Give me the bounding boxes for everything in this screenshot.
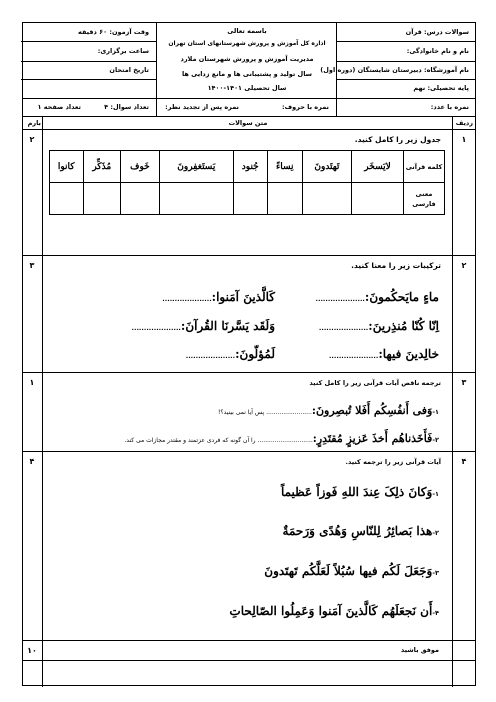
vocab-table: [49, 150, 445, 215]
vocab-answer-cell[interactable]: [120, 183, 159, 215]
q2-item-3: اِنّا کُنّا مُنذِرینَ:....................: [318, 319, 439, 333]
exam-date-field: تاریخ امتحان: [109, 66, 149, 74]
q4-item-3: ۳-وَجَعَلَ لَکُم فیها سُبُلاً لَعَلَّکُم تَهتَدونَ: [264, 564, 439, 578]
q2-item-2: کَالَّذینَ آمَنوا:....................: [162, 290, 275, 304]
vocab-answer-cell[interactable]: [352, 183, 404, 215]
q2-item-5: خالِدینَ فیها:....................: [328, 347, 439, 361]
header-hline: [21, 41, 157, 42]
header-hline: [21, 61, 157, 62]
vocab-word: جُنود: [233, 151, 267, 183]
vocab-answer-cell[interactable]: [233, 183, 267, 215]
header-hline: [337, 61, 475, 62]
q1-number: ۱: [461, 135, 467, 144]
q3-number: ۳: [461, 378, 467, 387]
vocab-answer-cell[interactable]: [50, 183, 84, 215]
subject-label: سوالات درس: قرآن: [405, 28, 469, 36]
org-line-3: سال تولید و پشتیبانی ها و مانع زدایی ها: [181, 70, 313, 78]
vocab-label-persian: معنی فارسی: [404, 183, 445, 215]
footer-line: [23, 660, 475, 661]
total-score: ۱۰: [27, 646, 37, 655]
header-hline: [23, 116, 475, 117]
grade-in-digits: نمره با عدد:: [430, 103, 469, 111]
q3-score: ۱: [29, 378, 35, 387]
vocab-word: تَهتَدونَ: [302, 151, 351, 183]
q2-item-4: وَلَقَد یَسَّرنَا القُرآنَ:....................: [131, 319, 275, 333]
q4-item-1: ۱-وَکانَ ذلِکَ عِندَ اللهِ فَوزاً عَظیماً: [280, 485, 439, 499]
grade-after-review: نمره پس از تجدید نظر:: [165, 103, 239, 111]
q4-item-4: ۴-أَن نَجعَلَهُم کَالَّذینَ آمَنوا وَعَمِلُوا الصّالِحاتِ: [229, 604, 439, 618]
vocab-label-quran: کلمه قرآنی: [404, 151, 445, 183]
q4-title: آیات قرآنی زیر را ترجمه کنید.: [345, 458, 441, 466]
org-line-4: سال تحصیلی ۱۴۰۱-۱۴۰۰: [207, 84, 287, 92]
grade-in-letters: نمره با حروف:: [281, 103, 329, 111]
row-column-border: [452, 116, 453, 687]
exam-sheet: [22, 22, 476, 686]
grade-label: پایه تحصیلی: نهم: [413, 84, 469, 92]
basmala: باسمه تعالی: [227, 27, 267, 35]
q2-item-1: ماءٍ مایَحکُمونَ:....................: [315, 290, 439, 304]
vocab-word: لایَسخَر: [352, 151, 404, 183]
q2-item-6: لَمُؤلّونَ:....................: [185, 347, 275, 361]
school-name: نام آموزشگاه: دبیرستان شایستگان (دوره اول): [320, 66, 469, 74]
vocab-answer-cell[interactable]: [267, 183, 302, 215]
exam-time-field: ساعت برگزاری:: [97, 47, 149, 55]
header-hline: [23, 98, 475, 99]
vocab-answer-cell[interactable]: [159, 183, 233, 215]
q1-score: ۲: [29, 135, 35, 144]
good-luck-text: موفق باشید: [400, 646, 439, 654]
col-score-header: بارم: [27, 119, 41, 127]
vocab-word: یَستَغفِرونَ: [159, 151, 233, 183]
q2-title: ترکیبات زیر را معنا کنید.: [351, 261, 441, 270]
org-line-1: اداره کل آموزش و پرورش شهرستانهای استان تهران: [168, 40, 326, 47]
vocab-answer-cell[interactable]: [83, 183, 120, 215]
q1-bottom-line: [23, 255, 475, 256]
column-header-line: [23, 129, 475, 130]
q3-item-1: ۱-وَفی أَنفُسِکُم أَفَلا تُبصِرونَ:........................ پس آیا نمی بینید؟!: [218, 404, 439, 417]
student-name-field: نام و نام خانوادگی:: [406, 47, 469, 55]
q4-item-2: ۲-هذا بَصائِرُ لِلنّاسِ وَهُدًی وَرَحمَةٌ: [282, 524, 439, 538]
q4-number: ۴: [461, 457, 467, 466]
vocab-word: کانوا: [50, 151, 84, 183]
col-row-header: ردیف: [455, 119, 473, 127]
question-count: تعداد سوال: ۴: [104, 103, 149, 111]
q4-bottom-line: [23, 640, 475, 641]
q1-title: جدول زیر را کامل کنید.: [354, 135, 441, 144]
q2-number: ۲: [461, 261, 467, 270]
q2-score: ۳: [29, 261, 35, 270]
score-column-border: [42, 116, 43, 687]
col-text-header: متن سوالات: [228, 119, 268, 127]
header-hline: [337, 41, 475, 42]
vocab-word: مُذَکِّر: [83, 151, 120, 183]
q3-bottom-line: [23, 451, 475, 452]
vocab-word: نِساءً: [267, 151, 302, 183]
vocab-answer-cell[interactable]: [302, 183, 351, 215]
org-line-2: مدیریت آموزش و پرورش شهرستان ملارد: [180, 55, 314, 63]
exam-duration: وقت آزمون: ۶۰ دقیقه: [78, 28, 149, 36]
page-count: تعداد صفحه ۱: [37, 103, 81, 111]
q2-bottom-line: [23, 372, 475, 373]
header-hline: [337, 79, 475, 80]
q4-score: ۴: [29, 457, 35, 466]
q3-item-2: ۲-فَأَخَذناهُم أَخذَ عَزیزٍ مُقتَدِرٍ:............................. را آن گونه که فردی عزتمند و مقتدر مجازات می کند.: [124, 432, 439, 445]
header-hline: [21, 79, 157, 80]
q3-title: ترجمه ناقص آیات قرآنی زیر را کامل کنید: [309, 379, 441, 387]
vocab-word: خَوف: [120, 151, 159, 183]
